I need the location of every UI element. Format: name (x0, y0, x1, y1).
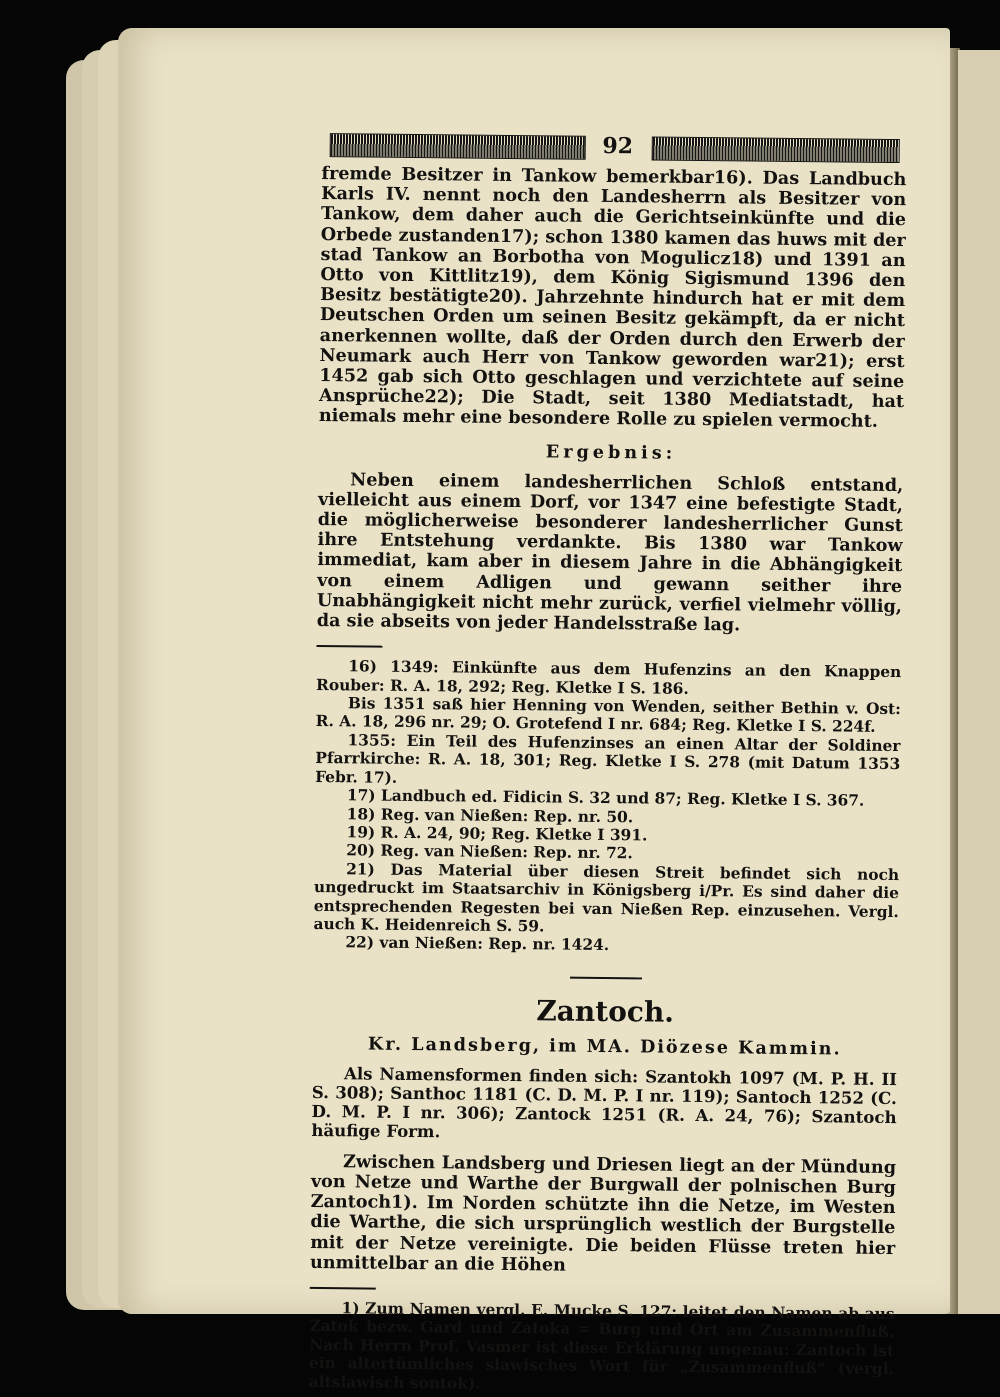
footnote-divider (316, 645, 382, 648)
footnote: 1) Zum Namen vergl. E. Mucke S. 127: leitet den Namen ab aus Zatok bezw. Gard und Zatoka = Burg und Ort am Zusammenfluß. Nach Herrn Prof. Vasmer ist diese Erklärung ungenau: Zantoch ist ein altertümliches slawisches Wort für „Zusammenfluß“ (vergl. altslawisch sontok). (308, 1299, 895, 1393)
section-title: Zantoch. (536, 994, 675, 1029)
name-forms (311, 1064, 897, 1146)
main-text (317, 164, 907, 637)
footnote-divider (310, 1287, 376, 1290)
section-text (310, 1152, 896, 1279)
footnote: 1355: Ein Teil des Hufenzinses an einen Altar der Soldiner Pfarrkirche: R. A. 18, 301; Reg. Kletke I S. 278 (mit Datum 1353 Febr. 17). (315, 731, 901, 787)
ergebnis-heading: Ergebnis: (545, 441, 677, 464)
footnotes (313, 657, 901, 958)
section-subtitle: Kr. Landsberg, im MA. Diözese Kammin. (367, 1033, 842, 1060)
footnote: 18) Reg. van Nießen: Rep. nr. 50. (346, 804, 634, 826)
paragraph: Zwischen Landsberg und Driesen liegt an der Mündung von Netze und Warthe der Burgwall der polnischen Burg Zantoch1). Im Norden schützte ihn die Netze, im Westen die Warthe, die sich ursprünglich westlich der Burgstelle mit der Netze vereinigte. Die beiden Flüsse treten hier unmittelbar an die Höhen (309, 1151, 897, 1276)
footnote: 16) 1349: Einkünfte aus dem Hufenzins an den Knappen Rouber: R. A. 18, 292; Reg. Kletke I S. 186. (315, 657, 902, 698)
paragraph: Als Namensformen finden sich: Szantokh 1097 (M. P. H. II S. 308); Santhoc 1181 (C. D. M. P. I nr. 119); Santoch 1252 (C. D. M. P. I nr. 306); Zantock 1251 (R. A. 24, 76); Szantoch häufige Form. (311, 1063, 898, 1142)
page-content (309, 120, 907, 1397)
footnote: 22) van Nießen: Rep. nr. 1424. (345, 933, 610, 955)
paragraph: Neben einem landesherrlichen Schloß entstand, vielleicht aus einem Dorf, vor 1347 eine befestigte Stadt, die möglicherweise besonderer landesherrlicher Gunst ihre Entstehung verdankte. Bis 1380 war Tankow immediat, kam aber in diesem Jahre in die Abhängigkeit von einem Adligen und gewann seither ihre Unabhängigkeit nicht mehr zurück, verfiel vielmehr völlig, da sie abseits von jeder Handelsstraße lag. (316, 468, 904, 636)
section-divider (570, 976, 642, 979)
footnote: 21) Das Material über diesen Streit befindet sich noch ungedruckt im Staatsarchiv in Königsberg i/Pr. Es sind daher die entsprechenden Regesten bei van Nießen Rep. einzusehen. Vergl. auch K. Heidenreich S. 59. (313, 860, 900, 936)
header-rule-left (330, 133, 586, 160)
footnote: Bis 1351 saß hier Henning von Wenden, seither Bethin v. Ost: R. A. 18, 296 nr. 29; O. Grotefend I nr. 684; Reg. Kletke I S. 224f. (315, 694, 901, 737)
facing-page-edge (958, 50, 1000, 1314)
section-footnotes (309, 1299, 895, 1397)
page-header (322, 120, 907, 170)
footnote: 19) R. A. 24, 90; Reg. Kletke I 391. (346, 823, 648, 845)
footnote: 17) Landbuch ed. Fidicin S. 32 und 87; Reg. Kletke I S. 367. (346, 786, 865, 810)
paragraph: fremde Besitzer in Tankow bemerkbar16). Das Landbuch Karls IV. nennt noch den Landesherrn als Besitzer von Tankow, dem daher auch die Gerichtseinkünfte und die Orbede zustanden17); schon 1380 kamen das huws mit der stad Tankow an Borbotha von Mogulicz18) und 1391 an Otto von Kittlitz19), dem König Sigismund 1396 den Besitz bestätigte20). Jahrzehnte hindurch hat er mit dem Deutschen Orden um seinen Besitz gekämpft, da er nicht anerkennen wollte, daß der Orden durch den Erwerb der Neumark auch Herr von Tankow geworden war21); erst 1452 gab sich Otto geschlagen und verzichtete auf seine Ansprüche22); Die Stadt, seit 1380 Mediatstadt, hat niemals mehr eine besondere Rolle zu spielen vermocht. (318, 162, 907, 433)
footnote: 20) Reg. van Nießen: Rep. nr. 72. (346, 841, 633, 863)
page-number: 92 (602, 132, 634, 160)
header-rule-right (652, 136, 900, 163)
